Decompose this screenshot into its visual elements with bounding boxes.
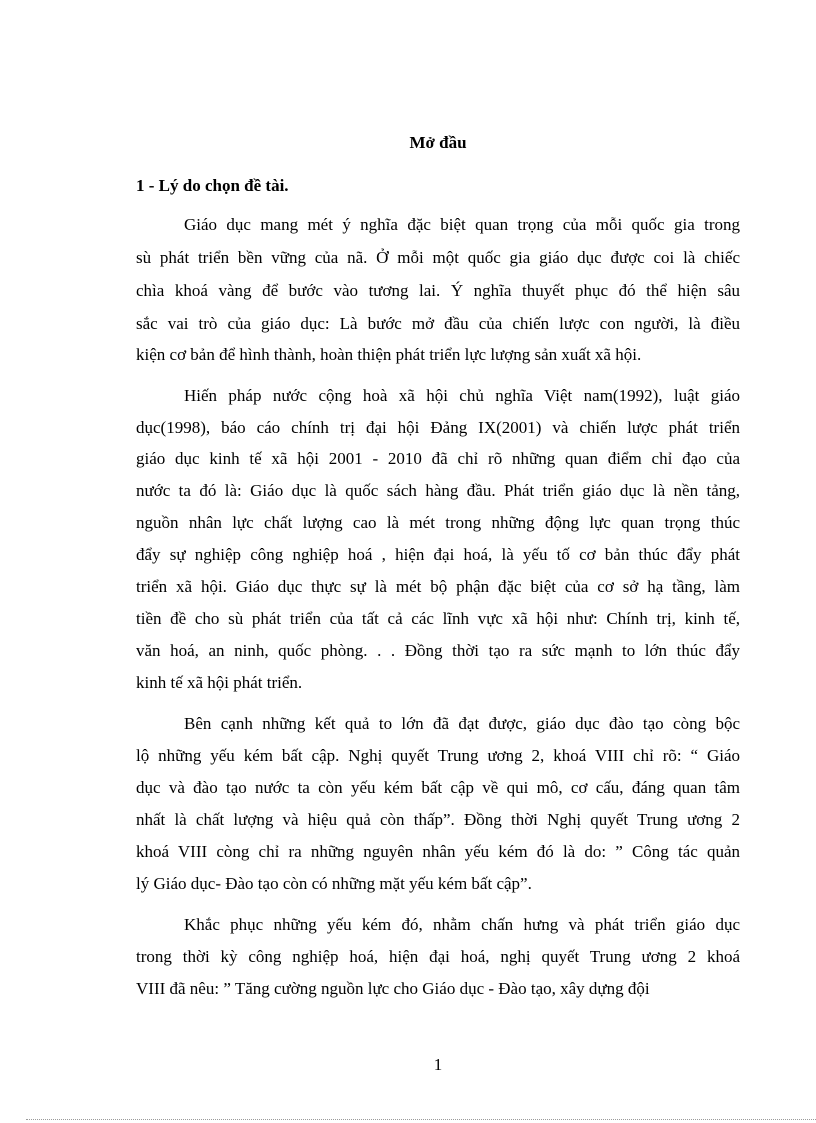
paragraph-line: triển xã hội. Giáo dục thực sự là mét bộ phận đặc biệt của cơ sở hạ tầng, làm xyxy=(136,577,740,596)
paragraph-line: Bên cạnh những kết quả to lớn đã đạt được, giáo dục đào tạo còng bộc xyxy=(184,714,740,733)
paragraph-line: giáo dục kinh tế xã hội 2001 - 2010 đã chỉ rõ những quan điểm chỉ đạo của xyxy=(136,449,740,468)
paragraph-line: trong thời kỳ công nghiệp hoá, hiện đại hoá, nghị quyết Trung ương 2 khoá xyxy=(136,947,740,966)
paragraph-line: dục(1998), báo cáo chính trị đại hội Đảng IX(2001) và chiến lược phát triển xyxy=(136,418,740,437)
section-heading: 1 - Lý do chọn đề tài. xyxy=(136,176,289,195)
paragraph-line: nhất là chất lượng và hiệu quả còn thấp”. Đồng thời Nghị quyết Trung ương 2 xyxy=(136,810,740,829)
paragraph-line: Khắc phục những yếu kém đó, nhằm chấn hưng và phát triển giáo dục xyxy=(184,915,740,934)
footer-dotted-rule xyxy=(26,1119,816,1120)
paragraph-line: Giáo dục mang mét ý nghĩa đặc biệt quan trọng của mỗi quốc gia trong xyxy=(184,215,740,234)
page-number: 1 xyxy=(433,1055,443,1074)
paragraph-line: nguồn nhân lực chất lượng cao là mét trong những động lực quan trọng thúc xyxy=(136,513,740,532)
paragraph-line: văn hoá, an ninh, quốc phòng. . . Đồng thời tạo ra sức mạnh to lớn thúc đẩy xyxy=(136,641,740,660)
paragraph-line: chìa khoá vàng để bước vào tương lai. Ý nghĩa thuyết phục đó thể hiện sâu xyxy=(136,281,740,300)
paragraph-line: kiện cơ bản để hình thành, hoàn thiện phát triển lực lượng sản xuất xã hội. xyxy=(136,345,642,364)
paragraph-line: lộ những yếu kém bất cập. Nghị quyết Trung ương 2, khoá VIII chỉ rõ: “ Giáo xyxy=(136,746,740,765)
paragraph-line: dục và đào tạo nước ta còn yếu kém bất cập về qui mô, cơ cấu, đáng quan tâm xyxy=(136,778,740,797)
paragraph-line: sắc vai trò của giáo dục: Là bước mở đầu của chiến lược con người, là điều xyxy=(136,314,740,333)
paragraph-line: sù phát triển bền vững của nã. Ở mỗi một quốc gia giáo dục được coi là chiếc xyxy=(136,248,740,267)
paragraph-line: Hiến pháp nước cộng hoà xã hội chủ nghĩa Việt nam(1992), luật giáo xyxy=(184,386,740,405)
paragraph-line: nước ta đó là: Giáo dục là quốc sách hàng đầu. Phát triển giáo dục là nền tảng, xyxy=(136,481,740,500)
paragraph-line: VIII đã nêu: ” Tăng cường nguồn lực cho Giáo dục - Đào tạo, xây dựng đội xyxy=(136,979,650,998)
document-title: Mở đầu xyxy=(409,133,467,152)
paragraph-line: lý Giáo dục- Đào tạo còn có những mặt yếu kém bất cập”. xyxy=(136,874,532,893)
paragraph-line: tiền đề cho sù phát triển của tất cả các lĩnh vực xã hội như: Chính trị, kinh tế, xyxy=(136,609,740,628)
paragraph-line: đẩy sự nghiệp công nghiệp hoá , hiện đại hoá, là yếu tố cơ bản thúc đẩy phát xyxy=(136,545,740,564)
paragraph-line: khoá VIII còng chỉ ra những nguyên nhân yếu kém đó là do: ” Công tác quản xyxy=(136,842,740,861)
paragraph-line: kinh tế xã hội phát triển. xyxy=(136,673,303,692)
